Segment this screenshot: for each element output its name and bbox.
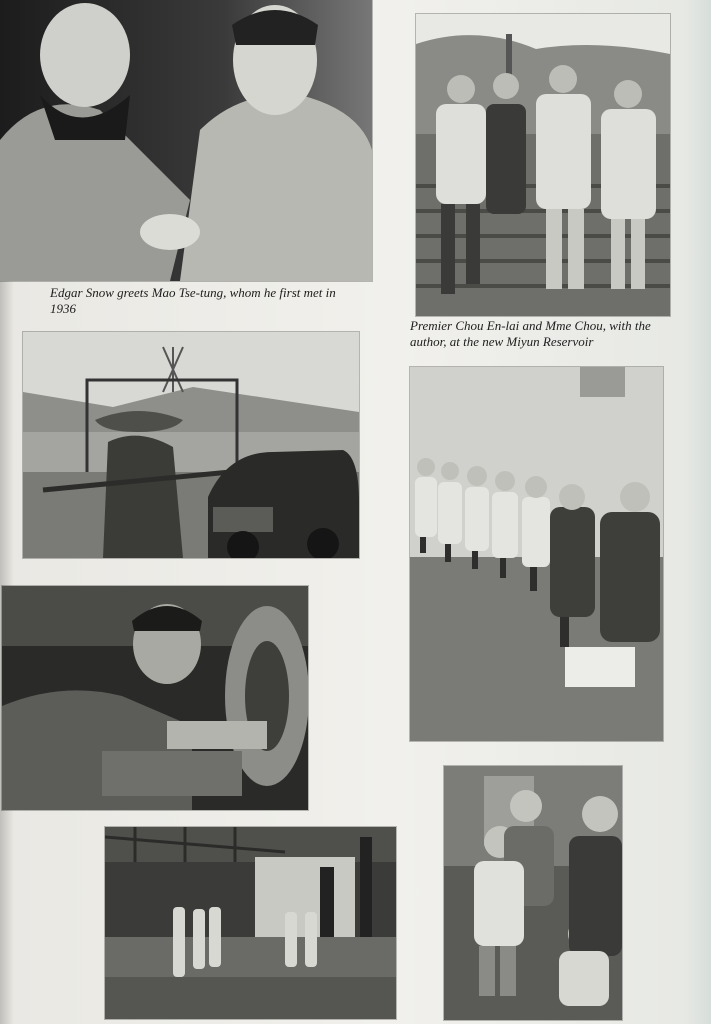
photo-lathe [2,586,308,810]
photo-nursery [410,367,663,741]
caption-snow-mao: Edgar Snow greets Mao Tse-tung, whom he first met in 1936 [50,285,336,316]
photo-reservoir-walk [416,14,670,316]
photo-handshake [0,0,372,281]
cover-edge-wear [685,0,711,1024]
photo-family [444,766,622,1020]
photo-steel-mill [105,827,396,1019]
caption-chou: Premier Chou En-lai and Mme Chou, with the author, at the new Miyun Reservoir [410,318,651,349]
photo-dam-site [23,332,359,558]
